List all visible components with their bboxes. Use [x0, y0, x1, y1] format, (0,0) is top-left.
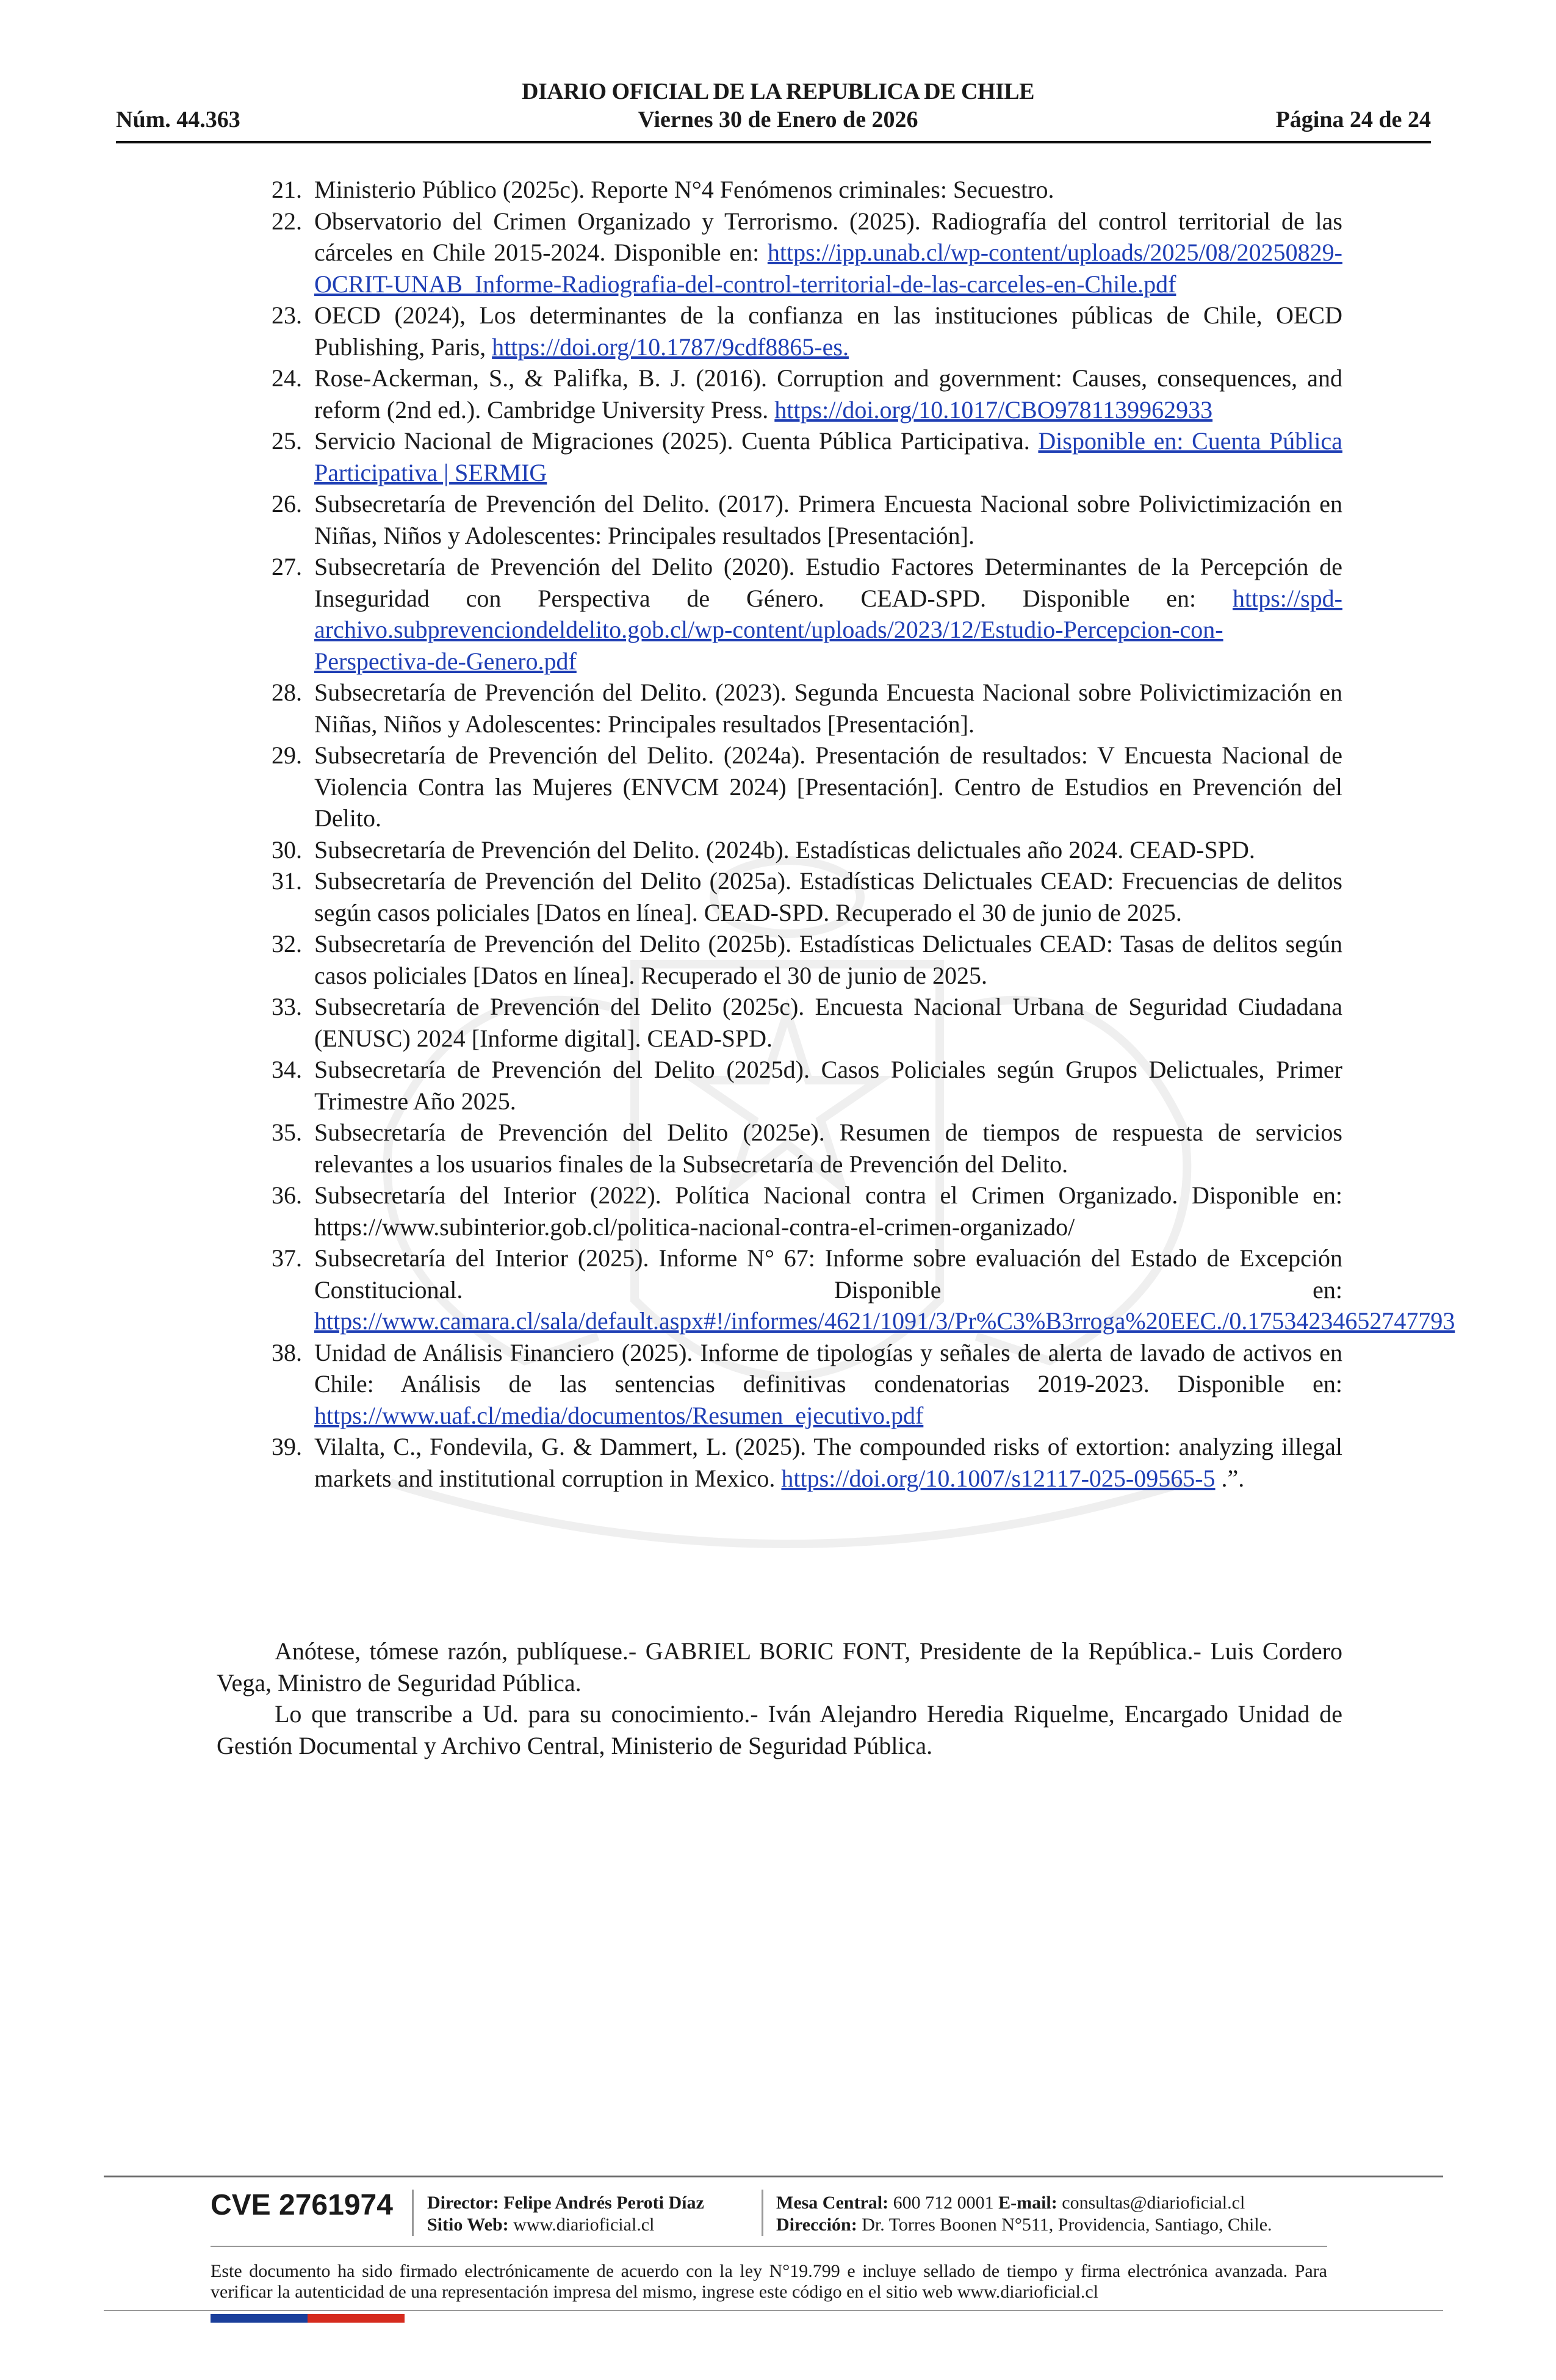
reference-item	[217, 425, 1342, 488]
reference-item	[217, 1054, 1342, 1117]
reference-text: OECD (2024), Los determinantes de la confianza en las instituciones públicas de Chile, OECD Publishing, Paris,	[314, 301, 1342, 361]
reference-item	[217, 865, 1342, 928]
email-address[interactable]: consultas@diarioficial.cl	[1062, 2193, 1245, 2213]
footer-director-block	[427, 2192, 704, 2236]
reference-item	[217, 1242, 1455, 1337]
reference-text: Subsecretaría de Prevención del Delito (2025b). Estadísticas Delictuales CEAD: Tasas de delitos según casos policiales [Datos en línea]. Recuperado el 30 de junio de 2025.	[314, 930, 1342, 989]
transcription-paragraph: Lo que transcribe a Ud. para su conocimiento.- Iván Alejandro Heredia Riquelme, Encargado Unidad de Gestión Documental y Archivo Central, Ministerio de Seguridad Pública.	[217, 1700, 1342, 1759]
reference-text: Subsecretaría del Interior (2025). Informe N° 67: Informe sobre evaluación del Estado de Excepción Constitucional. Disponible en:	[314, 1244, 1342, 1304]
electronic-signature-notice: Este documento ha sido firmado electrónicamente de acuerdo con la ley N°19.799 e incluye sellado de tiempo y firma electrónica avanzada. Para verificar la autenticidad de una representación impresa del mismo, ingrese este código en el sitio web www.diarioficial.cl	[211, 2261, 1327, 2302]
reference-number: 22.	[272, 207, 302, 235]
reference-number: 39.	[272, 1433, 302, 1460]
reference-text: Unidad de Análisis Financiero (2025). Informe de tipologías y señales de alerta de lavado de activos en Chile: Análisis de las sentencias definitivas condenatorias 2019-2023. Disponible en:	[314, 1338, 1342, 1397]
chile-flag-stripe	[211, 2314, 405, 2323]
director-label: Director:	[427, 2193, 499, 2213]
phone-label: Mesa Central:	[776, 2193, 889, 2213]
phone-number: 600 712 0001	[893, 2193, 994, 2213]
reference-text: Subsecretaría del Interior (2022). Política Nacional contra el Crimen Organizado. Disponible en: https://www.subinterior.gob.cl/politica-nacional-contra-el-crimen-organizado/	[314, 1181, 1342, 1241]
site-label: Sitio Web:	[427, 2215, 509, 2235]
reference-item	[217, 1180, 1342, 1242]
reference-link[interactable]: https://spd-archivo.subprevenciondeldelito.gob.cl/wp-content/uploads/2023/12/Estudio-Percepcion-con-Perspectiva-de-Genero.pdf	[314, 584, 1342, 675]
footer-middle-divider	[211, 2246, 1327, 2247]
reference-list	[217, 174, 1455, 1494]
reference-number: 32.	[272, 930, 302, 957]
reference-item	[217, 1117, 1342, 1180]
reference-number: 28.	[272, 679, 302, 706]
address-text: Dr. Torres Boonen N°511, Providencia, Santiago, Chile.	[862, 2215, 1272, 2235]
reference-text: Rose-Ackerman, S., & Palifka, B. J. (2016). Corruption and government: Causes, consequences, and reform (2nd ed.). Cambridge University Press.	[314, 364, 1342, 424]
director-name: Felipe Andrés Peroti Díaz	[503, 2193, 704, 2213]
reference-item	[217, 991, 1342, 1054]
flag-red-band	[308, 2314, 405, 2323]
reference-text: Subsecretaría de Prevención del Delito (2025e). Resumen de tiempos de respuesta de servicios relevantes a los usuarios finales de la Subsecretaría de Prevención del Delito.	[314, 1119, 1342, 1178]
reference-number: 35.	[272, 1119, 302, 1146]
reference-link[interactable]: Disponible en: Cuenta Pública Participativa | SERMIG	[314, 427, 1342, 486]
reference-link[interactable]: https://doi.org/10.1007/s12117-025-09565-5	[781, 1464, 1216, 1492]
reference-text: Vilalta, C., Fondevila, G. & Dammert, L. (2025). The compounded risks of extortion: analyzing illegal markets and institutional corruption in Mexico.	[314, 1433, 1342, 1492]
reference-item	[217, 206, 1342, 300]
reference-text: Subsecretaría de Prevención del Delito. (2024a). Presentación de resultados: V Encuesta Nacional de Violencia Contra las Mujeres (ENVCM 2024) [Presentación]. Centro de Estudios en Prevención del Delito.	[314, 741, 1342, 832]
reference-link[interactable]: https://ipp.unab.cl/wp-content/uploads/2025/08/20250829-OCRIT-UNAB_Informe-Radiografia-del-control-territorial-de-las-carceles-en-Chile.pdf	[314, 239, 1342, 298]
address-label: Dirección:	[776, 2215, 857, 2235]
reference-number: 21.	[272, 176, 302, 203]
cve-code: CVE 2761974	[211, 2189, 393, 2221]
reference-item	[217, 677, 1342, 740]
reference-text: Ministerio Público (2025c). Reporte N°4 Fenómenos criminales: Secuestro.	[314, 176, 1054, 203]
reference-item	[217, 488, 1342, 551]
reference-number: 34.	[272, 1056, 302, 1083]
reference-text: Subsecretaría de Prevención del Delito (2025a). Estadísticas Delictuales CEAD: Frecuencias de delitos según casos policiales [Datos en línea]. CEAD-SPD. Recuperado el 30 de junio de 2025.	[314, 867, 1342, 926]
header-divider	[116, 141, 1431, 143]
footer-separator	[762, 2190, 763, 2236]
reference-item	[217, 300, 1342, 362]
reference-text: Subsecretaría de Prevención del Delito (2020). Estudio Factores Determinantes de la Percepción de Inseguridad con Perspectiva de Género. CEAD-SPD. Disponible en:	[314, 553, 1342, 612]
page-indicator: Página 24 de 24	[1275, 107, 1431, 132]
reference-text: Subsecretaría de Prevención del Delito (2025c). Encuesta Nacional Urbana de Seguridad Ciudadana (ENUSC) 2024 [Informe digital]. CEAD-SPD.	[314, 993, 1342, 1052]
reference-text: Servicio Nacional de Migraciones (2025). Cuenta Pública Participativa.	[314, 427, 1039, 455]
reference-number: 27.	[272, 553, 302, 580]
signature-paragraph: Anótese, tómese razón, publíquese.- GABRIEL BORIC FONT, Presidente de la República.- Luis Cordero Vega, Ministro de Seguridad Pública.	[217, 1637, 1342, 1697]
reference-closing-quote: .”.	[1215, 1464, 1245, 1492]
footer-top-divider	[104, 2176, 1443, 2177]
reference-number: 25.	[272, 427, 302, 455]
reference-text: Subsecretaría de Prevención del Delito. (2017). Primera Encuesta Nacional sobre Polivictimización en Niñas, Niños y Adolescentes: Principales resultados [Presentación].	[314, 490, 1342, 549]
reference-link[interactable]: https://doi.org/10.1017/CBO9781139962933	[774, 395, 1213, 424]
reference-number: 26.	[272, 490, 302, 517]
footer-bottom-divider	[104, 2310, 1443, 2311]
reference-item	[217, 174, 1342, 206]
reference-number: 33.	[272, 993, 302, 1020]
reference-number: 29.	[272, 741, 302, 769]
footer-separator	[412, 2190, 414, 2236]
reference-item	[217, 1337, 1342, 1432]
reference-item	[217, 551, 1342, 677]
reference-number: 36.	[272, 1181, 302, 1209]
reference-text: Subsecretaría de Prevención del Delito. (2024b). Estadísticas delictuales año 2024. CEAD-SPD.	[314, 835, 1255, 864]
reference-link[interactable]: https://www.uaf.cl/media/documentos/Resumen_ejecutivo.pdf	[314, 1401, 924, 1429]
reference-item	[217, 362, 1342, 425]
reference-item	[217, 1431, 1342, 1494]
reference-item	[217, 740, 1342, 834]
reference-number: 38.	[272, 1338, 302, 1366]
reference-text: Observatorio del Crimen Organizado y Terrorismo. (2025). Radiografía del control territorial de las cárceles en Chile 2015-2024. Disponible en:	[314, 207, 1342, 266]
issue-date: Viernes 30 de Enero de 2026	[638, 107, 918, 132]
reference-number: 30.	[272, 835, 302, 864]
reference-number: 31.	[272, 867, 302, 895]
reference-text: Subsecretaría de Prevención del Delito. (2023). Segunda Encuesta Nacional sobre Polivictimización en Niñas, Niños y Adolescentes: Principales resultados [Presentación].	[314, 679, 1342, 738]
reference-number: 23.	[272, 301, 302, 329]
reference-item	[217, 928, 1342, 991]
reference-item	[217, 834, 1342, 866]
reference-number: 37.	[272, 1244, 302, 1272]
footer-contact-block	[776, 2192, 1272, 2236]
newspaper-title: DIARIO OFICIAL DE LA REPUBLICA DE CHILE	[522, 79, 1034, 104]
reference-number: 24.	[272, 364, 302, 392]
issue-number: Núm. 44.363	[116, 107, 240, 132]
site-url[interactable]: www.diarioficial.cl	[513, 2215, 655, 2235]
reference-text: Subsecretaría de Prevención del Delito (2025d). Casos Policiales según Grupos Delictuales, Primer Trimestre Año 2025.	[314, 1056, 1342, 1115]
reference-link[interactable]: https://doi.org/10.1787/9cdf8865-es.	[492, 333, 849, 361]
reference-link[interactable]: https://www.camara.cl/sala/default.aspx#!/informes/4621/1091/3/Pr%C3%B3rroga%20EEC./0.17534234652747793	[314, 1307, 1455, 1335]
decree-closing	[217, 1635, 1342, 1761]
flag-blue-band	[211, 2314, 308, 2323]
email-label: E-mail:	[998, 2193, 1057, 2213]
